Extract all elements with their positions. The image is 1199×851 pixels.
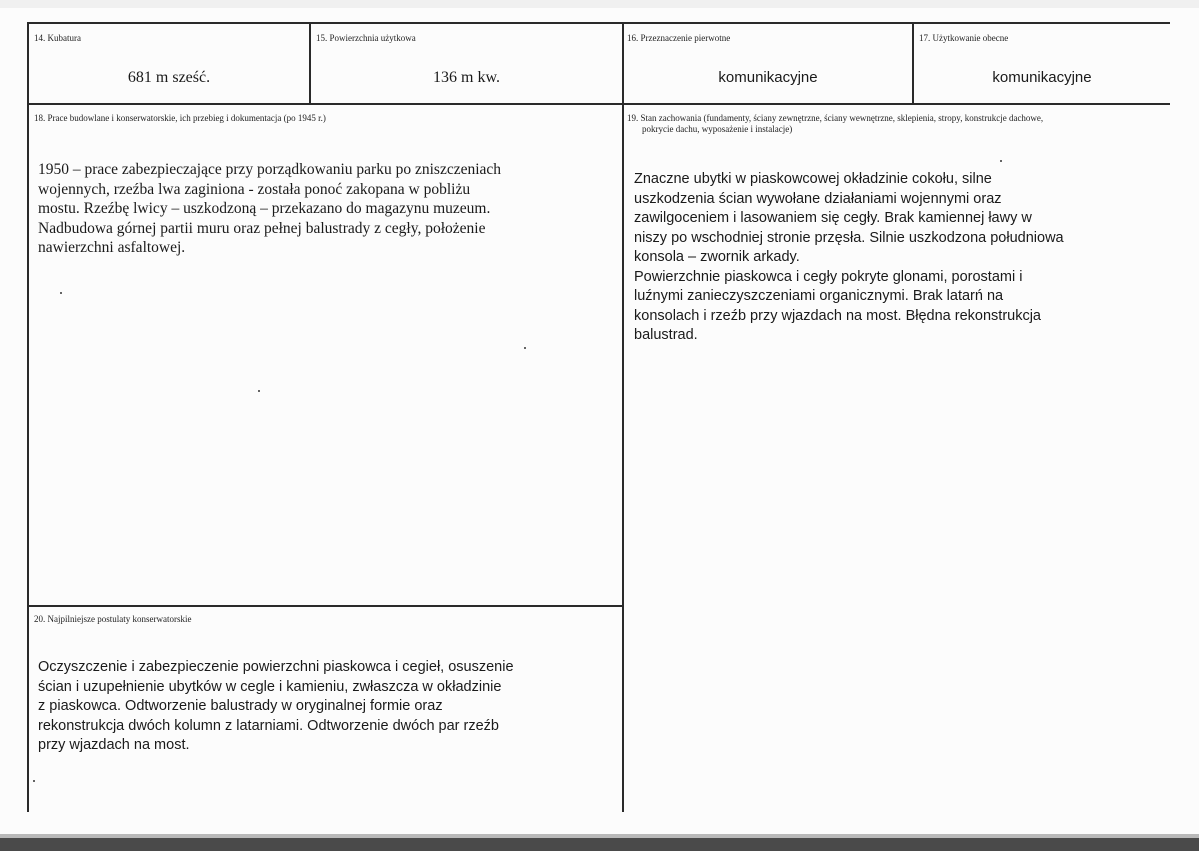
scan-speck xyxy=(524,347,526,349)
text-line: zawilgoceniem i lasowaniem się cegły. Brak kamiennej ławy w xyxy=(634,210,1032,226)
field-15-value: 136 m kw. xyxy=(433,69,500,86)
text-line: balustrad. xyxy=(634,327,698,343)
field-16-label: 16. Przeznaczenie pierwotne xyxy=(627,33,731,43)
field-14-label: 14. Kubatura xyxy=(34,33,81,43)
field-17-value: komunikacyjne xyxy=(992,69,1092,86)
text-line: konsola – zwornik arkady. xyxy=(634,249,800,265)
field-18-label: 18. Prace budowlane i konserwatorskie, ich przebieg i dokumentacja (po 1945 r.) xyxy=(34,113,326,123)
scan-speck xyxy=(1000,160,1002,162)
text-line: wojennych, rzeźba lwa zaginiona - została ponoć zakopana w pobliżu xyxy=(38,180,471,198)
col-divider-3 xyxy=(912,22,914,105)
text-line: Oczyszczenie i zabezpieczenie powierzchni piaskowca i cegieł, osuszenie xyxy=(38,659,514,675)
text-line: konsolach i rzeźb przy wjazdach na most. Błędna rekonstrukcja xyxy=(634,307,1041,324)
scan-bottom-edge xyxy=(0,838,1199,851)
form-top-border xyxy=(27,22,1170,24)
text-line: uszkodzenia ścian wywołane działaniami wojennymi oraz xyxy=(634,190,1002,207)
field-16-value: komunikacyjne xyxy=(718,69,818,86)
scan-top-edge xyxy=(0,0,1199,8)
field-20-text xyxy=(38,658,608,756)
scan-speck xyxy=(60,292,62,294)
field-15-label: 15. Powierzchnia użytkowa xyxy=(316,33,416,43)
text-line: niszy po wschodniej stronie przęsła. Silnie uszkodzona południowa xyxy=(634,229,1064,246)
text-line: mostu. Rzeźbę lwicy – uszkodzoną – przekazano do magazynu muzeum. xyxy=(38,200,491,217)
text-line: ścian i uzupełnienie ubytków w cegle i kamieniu, zwłaszcza w okładzinie xyxy=(38,678,502,695)
field-19-label-line1: 19. Stan zachowania (fundamenty, ściany zewnętrzne, ściany wewnętrzne, sklepienia, stropy, konstrukcje dachowe, xyxy=(627,113,1044,123)
text-line: z piaskowca. Odtworzenie balustrady w oryginalnej formie oraz xyxy=(38,698,443,714)
field-14-value: 681 m sześć. xyxy=(127,69,211,86)
field-18-text xyxy=(38,160,598,258)
text-line: przy wjazdach na most. xyxy=(38,737,190,753)
text-line: Powierzchnie piaskowca i cegły pokryte glonami, porostami i xyxy=(634,268,1023,285)
text-line: luźnymi zanieczyszczeniami organicznymi. Brak latarń na xyxy=(634,288,1004,304)
field-20-label: 20. Najpilniejsze postulaty konserwatorskie xyxy=(34,614,192,624)
scan-speck xyxy=(258,390,260,392)
scan-speck xyxy=(33,780,35,782)
field-17-label: 17. Użytkowanie obecne xyxy=(919,33,1009,43)
field-19-text xyxy=(634,170,1164,346)
text-line: nawierzchni asfaltowej. xyxy=(38,239,186,256)
text-line: Znaczne ubytki w piaskowcowej okładzinie cokołu, silne xyxy=(634,171,992,187)
col-divider-1 xyxy=(309,22,311,105)
text-line: rekonstrukcja dwóch kolumn z latarniami. Odtworzenie dwóch par rzeźb xyxy=(38,717,499,734)
row-divider-1 xyxy=(27,103,1170,105)
left-border xyxy=(27,22,29,812)
col-divider-middle xyxy=(622,22,624,812)
field-19-label-line2: pokrycie dachu, wyposażenie i instalacje) xyxy=(642,124,793,134)
field-19-label xyxy=(627,113,1167,135)
row-divider-2 xyxy=(27,605,624,607)
text-line: 1950 – prace zabezpieczające przy porządkowaniu parku po zniszczeniach xyxy=(38,161,502,178)
text-line: Nadbudowa górnej partii muru oraz pełnej balustrady z cegły, położenie xyxy=(38,219,486,237)
